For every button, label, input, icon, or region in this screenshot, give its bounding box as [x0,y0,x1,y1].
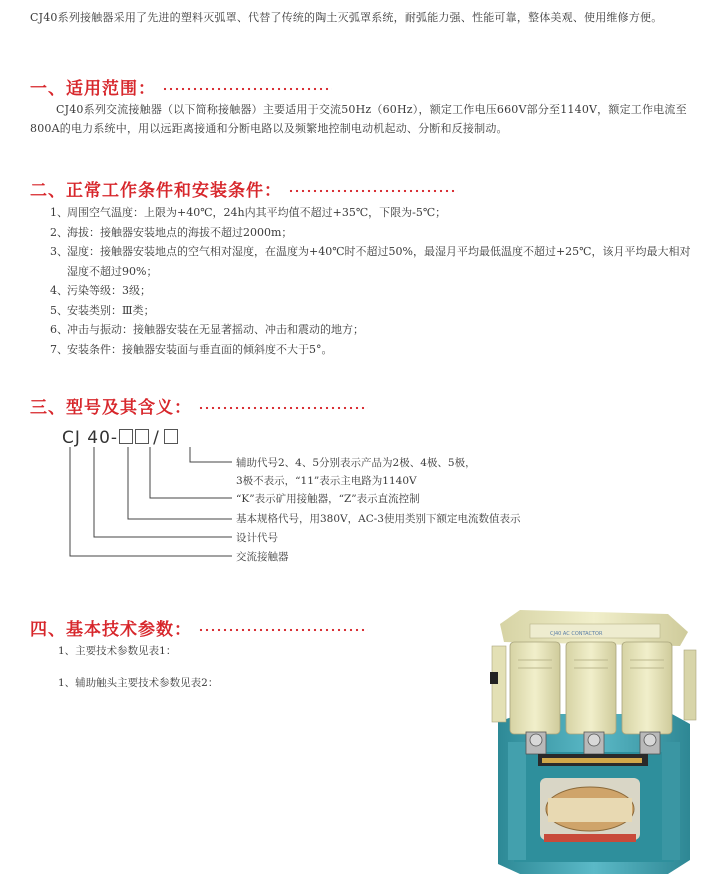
arc-chute-group [510,642,672,734]
item-number: 1、 [50,206,68,219]
section-1-body: CJ40系列交流接触器（以下简称接触器）主要适用于交流50Hz（60Hz），额定工作电压660V部分至1140V，额定工作电流至800A的电力系统中，用以远距离接通和分断电路以及频繁地控制电动机起动、分断和反接制动。 [30,103,687,135]
model-prefix: CJ 40- [62,428,119,448]
section-4-title: 四、基本技术参数： [30,620,192,640]
params-line-2: 1、辅助触头主要技术参数见表2： [58,677,219,689]
placeholder-box [164,429,178,444]
legend-line: “K”表示矿用接触器，“Z”表示直流控制 [236,493,420,505]
item-text: 安装类别：Ⅲ类； [67,303,155,317]
params-line-1: 1、主要技术参数见表1： [58,645,177,657]
connector-line [128,447,232,519]
placeholder-box [119,429,133,444]
section-3-title: 三、型号及其含义： [30,398,192,418]
model-code [62,428,179,448]
item-text: 湿度：接触器安装地点的空气相对湿度，在温度为+40℃时不超过50%，最湿月平均最低温度不超过+25℃，该月平均最大相对湿度不超过90%； [67,245,691,278]
item-number: 4、 [50,284,68,297]
intro-paragraph: CJ40系列接触器采用了先进的塑料灭弧罩、代替了传统的陶土灭弧罩系统，耐弧能力强、性能可靠，整体美观、使用维修方便。 [30,11,663,24]
contactor-product-image [490,602,700,892]
placeholder-box [135,429,149,444]
list-item [50,242,700,281]
terminal-group [526,732,660,754]
section-1-heading [30,74,332,99]
section-3-heading [30,393,368,418]
section-2-heading [30,176,458,201]
item-text: 安装条件：接触器安装面与垂直面的倾斜度不大于5°。 [67,342,333,356]
item-number: 6、 [50,323,68,336]
item-number: 2、 [50,225,68,239]
item-text: 海拔：接触器安装地点的海拔不超过2000m； [67,225,293,239]
product-label: CJ40 AC CONTACTOR [550,631,603,637]
item-text: 周围空气温度：上限为+40℃，24h内其平均值不超过+35℃，下限为-5℃； [67,206,447,219]
connector-line [70,447,232,556]
list-item [50,320,700,340]
legend-line: 3极不表示，“11”表示主电路为1140V [236,475,417,487]
item-number: 3、 [50,245,68,258]
heading-dots [162,87,332,91]
connector-line [190,447,232,462]
list-item [50,223,700,243]
connector-line [150,447,232,498]
list-item [50,203,700,223]
heading-dots [288,189,458,193]
legend-line: 交流接触器 [236,551,289,563]
section-1-title: 一、适用范围： [30,79,156,99]
heading-dots [198,406,368,410]
legend-line: 辅助代号2、4、5分别表示产品为2极、4极、5极， [236,457,476,469]
item-number: 5、 [50,303,68,317]
section-4-heading [30,615,368,640]
conditions-list [50,203,700,359]
list-item [50,340,700,360]
section-2-title: 二、正常工作条件和安装条件： [30,181,282,201]
heading-dots [198,628,368,632]
item-text: 污染等级：3级； [67,284,151,297]
connector-line [94,447,232,537]
list-item [50,301,700,321]
legend-line: 基本规格代号，用380V，AC-3使用类别下额定电流数值表示 [236,513,521,525]
item-number: 7、 [50,342,68,356]
item-text: 冲击与振动：接触器安装在无显著摇动、冲击和震动的地方； [67,323,364,336]
model-slash: / [153,428,160,448]
legend-line: 设计代号 [236,532,278,544]
list-item [50,281,700,301]
